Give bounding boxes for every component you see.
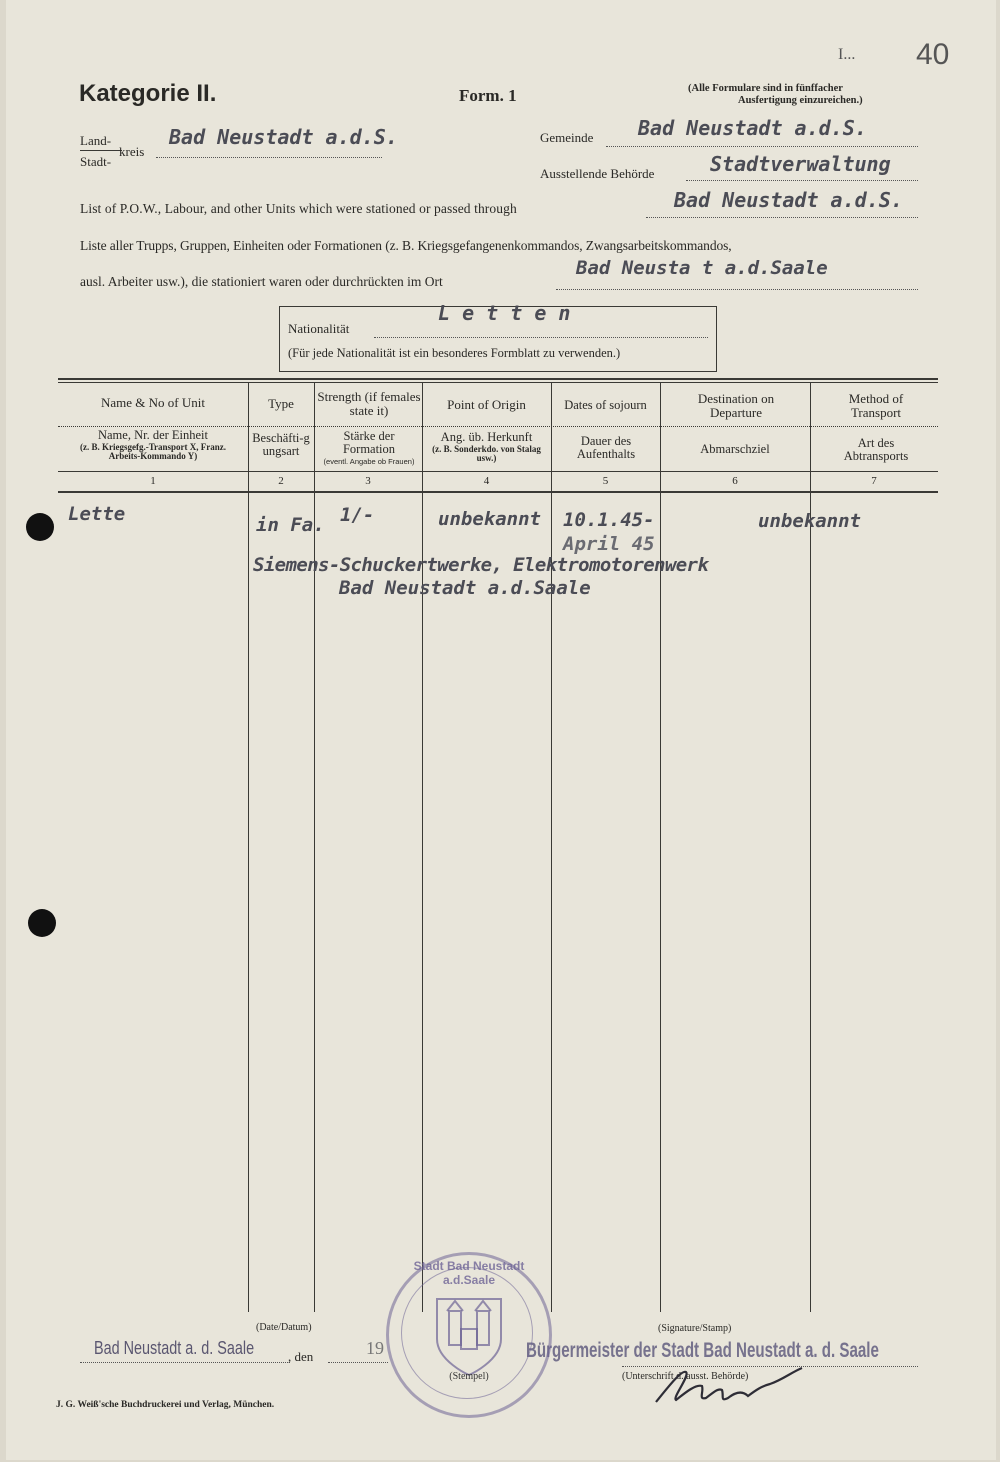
table-top-rule [58, 378, 938, 380]
header-divider-dotted [58, 426, 938, 427]
col1-header-de-small: (z. B. Kriegsgefg.-Transport X, Franz. Arbeits-Kommando Y) [79, 442, 227, 461]
handwritten-signature [652, 1362, 812, 1412]
header-divider [58, 471, 938, 472]
gemeinde-dotted-line [606, 146, 918, 147]
col1-header-de [58, 429, 248, 461]
col2-header-en: Type [268, 396, 294, 411]
copies-note-line2: Ausfertigung einzureichen.) [738, 95, 863, 106]
col4-header-de [422, 431, 551, 463]
col5-header-en: Dates of sojourn [564, 398, 647, 412]
entry-destination: unbekannt [758, 510, 861, 532]
mayor-stamp-line: Bürgermeister der Stadt Bad Neustadt a. d. Saale [526, 1339, 879, 1362]
date-dotted-line [328, 1362, 388, 1363]
footer-den: , den [288, 1349, 314, 1364]
col7-header-en: Method of Transport [848, 391, 904, 420]
col7-number: 7 [871, 475, 877, 487]
nationality-label: Nationalität [288, 321, 350, 336]
col4-header-en: Point of Origin [447, 397, 526, 412]
form-number: Form. 1 [459, 86, 517, 105]
stempel-label: (Stempel) [449, 1371, 489, 1382]
kreis-label: kreis [119, 144, 145, 159]
behoerde-value: Stadtverwaltung [710, 152, 891, 176]
col7-header-de: Art des Abtransports [843, 436, 909, 463]
punch-hole-top [26, 513, 54, 541]
col1-header-en: Name & No of Unit [101, 395, 205, 410]
signature-label: (Signature/Stamp) [658, 1323, 732, 1334]
col2-number: 2 [278, 475, 284, 487]
copies-note-line1: (Alle Formulare sind in fünffacher [688, 83, 843, 94]
kreis-value: Bad Neustadt a.d.S. [169, 125, 398, 149]
list-german-value: Bad Neusta t a.d.Saale [576, 257, 828, 279]
date-label: (Date/Datum) [256, 1322, 312, 1333]
nationality-value: L e t t e n [438, 301, 571, 325]
behoerde-dotted-line [686, 180, 918, 181]
footer-place: Bad Neustadt a. d. Saale [94, 1338, 255, 1358]
col2-header-de: Beschäfti-gungsart [252, 431, 310, 458]
city-seal-text: Stadt Bad Neustadt a.d.Saale [413, 1259, 525, 1287]
entry-dates-from: 10.1.45- [563, 509, 655, 531]
col5-header-de: Dauer des Aufenthalts [576, 434, 636, 461]
land-label: Land- [80, 133, 112, 148]
city-coat-of-arms [429, 1289, 509, 1379]
entry-origin: unbekannt [438, 508, 541, 530]
entry-name: Lette [68, 503, 126, 525]
list-english-text: List of P.O.W., Labour, and other Units which were stationed or passed through [80, 201, 517, 216]
stadt-label: Stadt- [80, 154, 112, 169]
nationality-note: (Für jede Nationalität ist ein besonderes Formblatt zu verwenden.) [288, 346, 621, 360]
list-english-dotted-line [646, 217, 918, 218]
entry-strength: 1/- [340, 504, 375, 526]
kreis-dotted-line [156, 157, 382, 158]
table-top-rule-2 [58, 382, 938, 383]
col5-number: 5 [602, 475, 609, 487]
col3-header-en: Strength (if females state it) [317, 389, 421, 418]
number-row-divider [58, 491, 938, 493]
footer-year: 19 [366, 1338, 384, 1358]
page-number-prefix: I... [838, 46, 856, 63]
entry-company-line2: Bad Neustadt a.d.Saale [339, 577, 591, 599]
gemeinde-value: Bad Neustadt a.d.S. [638, 116, 867, 140]
gemeinde-label: Gemeinde [540, 130, 594, 145]
col4-number: 4 [483, 475, 490, 487]
list-english-value: Bad Neustadt a.d.S. [674, 188, 903, 212]
column-line-4 [551, 382, 552, 1312]
col6-header-de: Abmarschziel [700, 442, 770, 456]
printer-imprint: J. G. Weiß'sche Buchdruckerei und Verlag, München. [56, 1400, 275, 1410]
col4-header-de-text: Ang. üb. Herkunft [440, 430, 533, 444]
column-line-3 [422, 382, 423, 1312]
city-seal-stamp [386, 1252, 552, 1418]
signature-caption: (Unterschrift d. ausst. Behörde) [622, 1371, 749, 1382]
page-number: 40 [916, 38, 950, 71]
category-title: Kategorie II. [79, 80, 217, 107]
punch-hole-bottom [28, 909, 56, 937]
document-page [6, 0, 996, 1460]
col6-header-en: Destination on Departure [697, 391, 775, 420]
nationality-dotted-line [374, 337, 708, 338]
entry-company-line1: Siemens-Schuckertwerke, Elektromotorenwerk [253, 554, 709, 576]
nationality-box [279, 301, 717, 372]
col1-header-de-text: Name, Nr. der Einheit [97, 428, 209, 442]
col3-number: 3 [365, 475, 371, 487]
column-line-1 [248, 382, 249, 1312]
place-dotted-line [80, 1362, 290, 1363]
land-stadt-divider [80, 150, 122, 151]
col4-header-de-small: (z. B. Sonderkdo. von Stalag usw.) [432, 444, 541, 463]
col3-header-de-text: Stärke der Formation [342, 429, 396, 456]
entry-type: in Fa. [256, 514, 325, 536]
list-german-line1: Liste aller Trupps, Gruppen, Einheiten oder Formationen (z. B. Kriegsgefangenenkommandos, Zwangsarbeitskommandos, [80, 238, 732, 253]
col3-header-de-small: (eventl. Angabe ob Frauen) [323, 457, 415, 466]
list-german-line2: ausl. Arbeiter usw.), die stationiert waren oder durchrückten im Ort [80, 274, 443, 289]
col6-number: 6 [732, 475, 738, 487]
col3-header-de [316, 430, 422, 466]
col1-number: 1 [150, 475, 156, 487]
behoerde-label: Ausstellende Behörde [540, 166, 655, 181]
list-german-dotted-line [556, 289, 918, 290]
column-line-5 [660, 382, 661, 1312]
entry-dates-to: April 45 [563, 533, 655, 555]
